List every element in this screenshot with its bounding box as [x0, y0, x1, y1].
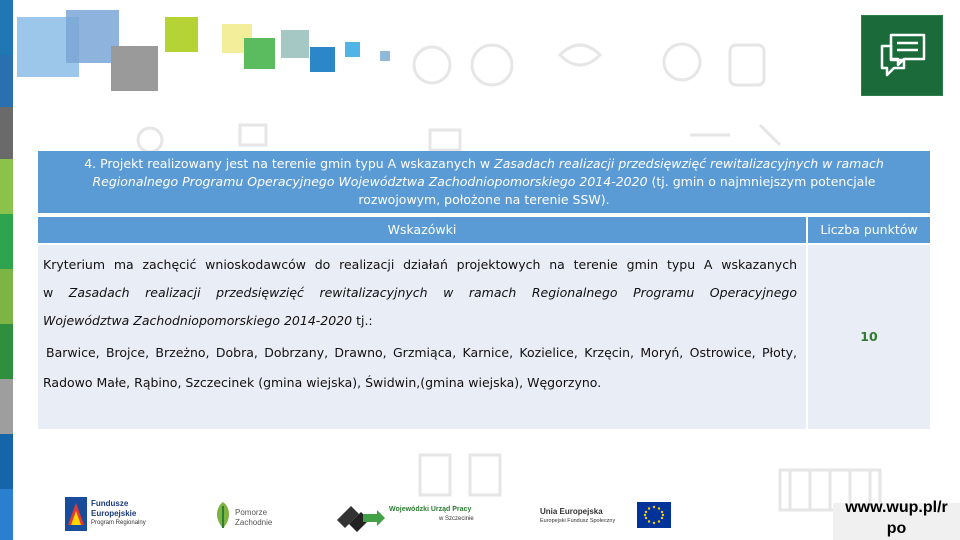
website-link[interactable]: [833, 497, 960, 539]
fe-line2: Europejskie: [91, 509, 137, 518]
hint-line-4: Barwice, Brojce, Brzeżno, Dobra, Dobrzany, Drawno, Grzmiąca, Karnice, Kozielice, Krzęcin, Moryń, Ostrowice, Płoty,: [46, 345, 797, 360]
wup-line2: w Szczecinie: [439, 516, 474, 522]
hint-line-2-text: w: [43, 285, 69, 300]
hint-line-5: Radowo Małe, Rąbino, Szczecinek (gmina wiejska), Świdwin,(gmina wiejska), Węgorzyno.: [43, 375, 602, 390]
hints-cell: [38, 245, 806, 429]
ue-line2: Europejski Fundusz Społeczny: [540, 518, 616, 524]
wup-emblem-icon: [337, 502, 385, 532]
hint-line-3-text: tj.:: [352, 313, 373, 328]
title-line3-text: rozwojowym, położone na terenie SSW).: [358, 192, 610, 207]
criterion-title: [38, 151, 930, 213]
wup-line1: Wojewódzki Urząd Pracy: [389, 506, 472, 513]
unia-europejska-logo: [540, 500, 680, 534]
ue-line1: Unia Europejska: [540, 507, 603, 516]
hint-line-1: Kryterium ma zachęcić wnioskodawców do realizacji działań projektowych na terenie gmin typu A wskazanych: [43, 257, 797, 272]
title-line2-text: (tj. gmin o najmniejszym potencjale: [647, 174, 876, 189]
pomorze-line1: Pomorze: [235, 508, 268, 517]
title-line1-text: 4. Projekt realizowany jest na terenie gmin typu A wskazanych w: [84, 156, 495, 171]
speech-icon-box: [861, 15, 943, 96]
hint-line-2-italic: Zasadach realizacji przedsięwzięć rewitalizacyjnych w ramach Regionalnego Programu Operacyjnego: [68, 285, 798, 300]
website-link-line2: po: [886, 520, 907, 537]
eu-flag-icon: [637, 502, 671, 528]
hint-line-3: [43, 313, 797, 329]
wup-szczecin-logo: [337, 500, 487, 534]
leaf-icon: [213, 500, 233, 530]
fundusze-europejskie-logo: [65, 495, 160, 533]
fe-line1: Fundusze: [91, 499, 129, 508]
fe-emblem-icon: [65, 497, 87, 531]
fe-line3: Program Regionalny: [91, 520, 146, 526]
speech-bubbles-icon: [862, 16, 944, 97]
title-line1-italic: Zasadach realizacji przedsięwzięć rewitalizacyjnych w ramach: [494, 156, 884, 171]
column-header-points: Liczba punktów: [808, 217, 930, 243]
hint-line-2: [43, 285, 797, 301]
website-link-line1: www.wup.pl/r: [845, 499, 948, 516]
pomorze-zachodnie-logo: [213, 500, 283, 532]
hint-line-3-italic: Województwa Zachodniopomorskiego 2014-2020: [43, 313, 353, 328]
column-header-hints: Wskazówki: [38, 217, 806, 243]
pomorze-line2: Zachodnie: [235, 518, 273, 527]
title-line2-italic: Regionalnego Programu Operacyjnego Województwa Zachodniopomorskiego 2014-2020: [92, 174, 648, 189]
points-value: 10: [808, 245, 930, 429]
